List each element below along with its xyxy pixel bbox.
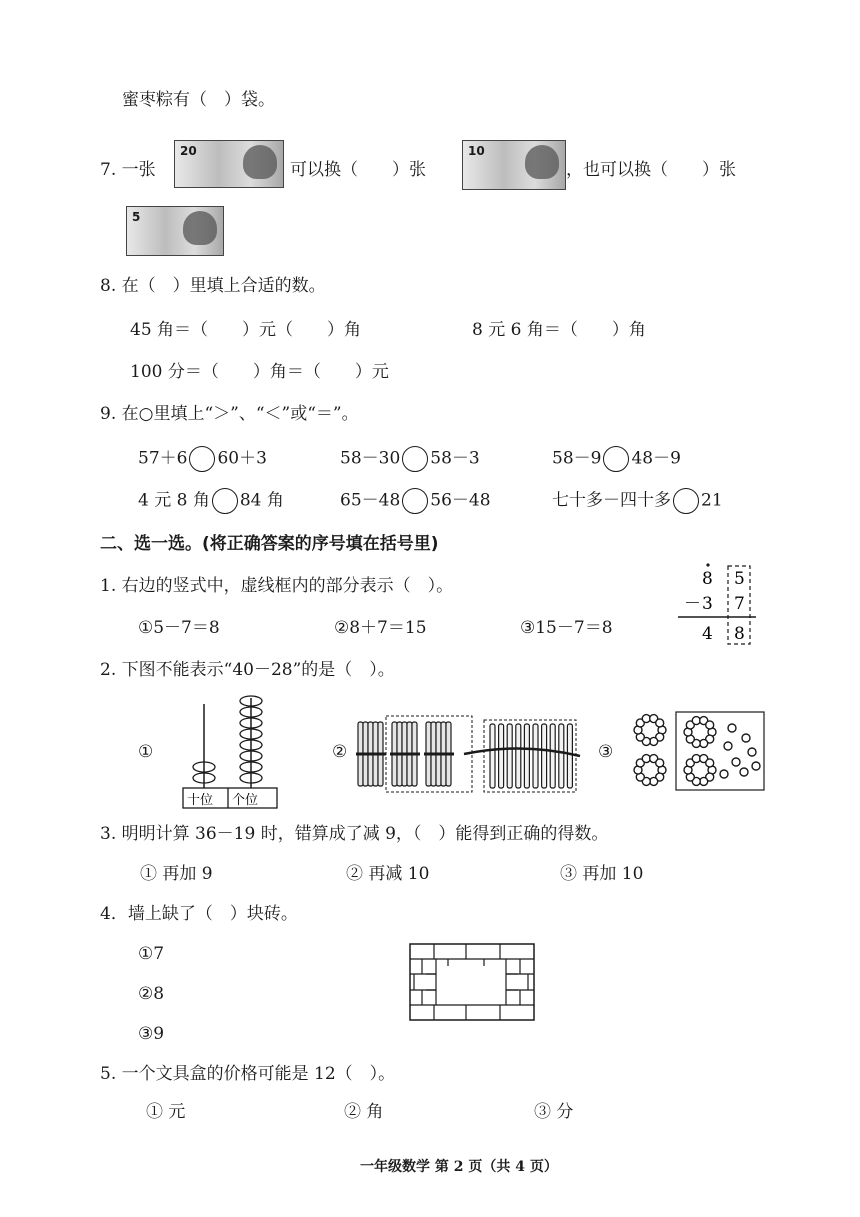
vertical-mid-ones: 7 bbox=[734, 594, 745, 614]
compare-circle[interactable] bbox=[673, 488, 699, 514]
s2q5-option-1[interactable]: ① 元 bbox=[146, 1102, 186, 1122]
rmb-5-yuan-bill-icon bbox=[126, 206, 224, 256]
stick bbox=[567, 724, 572, 788]
bead bbox=[752, 762, 760, 770]
vertical-operator: － bbox=[684, 594, 701, 614]
q8-item-1: 45 角＝（ ）元（ ）角 bbox=[130, 320, 362, 340]
stick bbox=[542, 724, 547, 788]
s2q3-option-1[interactable]: ① 再加 9 bbox=[140, 864, 213, 884]
rmb-10-yuan-bill-icon bbox=[462, 140, 566, 190]
compare-circle[interactable] bbox=[189, 446, 215, 472]
abacus-figure bbox=[180, 694, 280, 812]
bead bbox=[742, 734, 750, 742]
beads-figure bbox=[628, 708, 768, 792]
sticks-figure bbox=[352, 712, 586, 796]
q9-compare-2: 58－30 58－3 bbox=[340, 446, 480, 472]
vertical-top-ones: 5 bbox=[734, 569, 745, 589]
vertical-mid-tens: 3 bbox=[702, 594, 713, 614]
s2q2-title: 2. 下图不能表示“40－28”的是（ ）。 bbox=[100, 660, 395, 680]
q9-compare-3: 58－9 48－9 bbox=[552, 446, 681, 472]
s2q1-option-3[interactable]: ③15－7＝8 bbox=[520, 618, 613, 638]
bill-10-value: 10 bbox=[468, 144, 485, 158]
s2q4-option-2[interactable]: ②8 bbox=[138, 984, 165, 1004]
vertical-subtraction-diagram bbox=[672, 562, 762, 646]
stick bbox=[559, 724, 564, 788]
stick bbox=[533, 724, 538, 788]
bead bbox=[656, 759, 664, 767]
s2q5-option-3[interactable]: ③ 分 bbox=[534, 1102, 574, 1122]
s2q1-option-1[interactable]: ①5－7＝8 bbox=[138, 618, 220, 638]
rmb-20-yuan-bill-icon bbox=[174, 140, 284, 188]
section-2-title: 二、选一选。(将正确答案的序号填在括号里) bbox=[100, 534, 439, 554]
stick bbox=[524, 724, 529, 788]
q8-item-3: 100 分＝（ ）角＝（ ）元 bbox=[130, 362, 389, 382]
s2q1-option-2[interactable]: ②8＋7＝15 bbox=[334, 618, 427, 638]
q9-compare-1: 57＋6 60＋3 bbox=[138, 446, 267, 472]
q9-compare-5: 65－48 56－48 bbox=[340, 488, 491, 514]
stick bbox=[507, 724, 512, 788]
q6-tail-text: 蜜枣粽有（ ）袋。 bbox=[122, 90, 275, 110]
compare-circle[interactable] bbox=[402, 446, 428, 472]
vertical-bottom-tens: 4 bbox=[702, 624, 713, 644]
bead bbox=[732, 758, 740, 766]
stick bbox=[490, 724, 495, 788]
abacus-ones-label: 个位 bbox=[232, 793, 259, 808]
abacus-tens-label: 十位 bbox=[187, 793, 214, 808]
bead bbox=[724, 742, 732, 750]
bill-5-value: 5 bbox=[132, 210, 141, 224]
q7-prefix: 7. 一张 bbox=[100, 160, 156, 180]
bead bbox=[706, 721, 714, 729]
bead bbox=[706, 759, 714, 767]
bead bbox=[656, 719, 664, 727]
bead bbox=[748, 748, 756, 756]
s2q3-option-3[interactable]: ③ 再加 10 bbox=[560, 864, 644, 884]
s2q4-option-1[interactable]: ①7 bbox=[138, 944, 165, 964]
q7-mid2: ，也可以换（ ）张 bbox=[566, 160, 736, 180]
s2q4-option-3[interactable]: ③9 bbox=[138, 1024, 165, 1044]
q9-title: 9. 在○里填上“＞”、“＜”或“＝”。 bbox=[100, 404, 359, 424]
s2q5-title: 5. 一个文具盒的价格可能是 12（ ）。 bbox=[100, 1064, 396, 1084]
bill-20-value: 20 bbox=[180, 144, 197, 158]
stick bbox=[516, 724, 521, 788]
bead bbox=[720, 770, 728, 778]
stick bbox=[499, 724, 504, 788]
s2q2-option-2-label[interactable]: ② bbox=[332, 742, 348, 762]
q8-item-2: 8 元 6 角＝（ ）角 bbox=[472, 320, 646, 340]
s2q2-option-1-label[interactable]: ① bbox=[138, 742, 154, 762]
s2q3-title: 3. 明明计算 36－19 时，错算成了减 9，（ ）能得到正确的得数。 bbox=[100, 824, 609, 844]
s2q2-option-3-label[interactable]: ③ bbox=[598, 742, 614, 762]
brick-wall-figure bbox=[408, 942, 538, 1024]
page-footer: 一年级数学 第 2 页（共 4 页） bbox=[360, 1159, 558, 1175]
compare-circle[interactable] bbox=[603, 446, 629, 472]
s2q5-option-2[interactable]: ② 角 bbox=[344, 1102, 384, 1122]
compare-circle[interactable] bbox=[212, 488, 238, 514]
vertical-bottom-ones: 8 bbox=[734, 624, 745, 644]
bead bbox=[740, 768, 748, 776]
q7-mid1: 可以换（ ）张 bbox=[290, 160, 426, 180]
q9-compare-4: 4 元 8 角 84 角 bbox=[138, 488, 284, 514]
stick bbox=[550, 724, 555, 788]
compare-circle[interactable] bbox=[402, 488, 428, 514]
q9-compare-6: 七十多－四十多 21 bbox=[552, 488, 723, 514]
s2q3-option-2[interactable]: ② 再减 10 bbox=[346, 864, 430, 884]
s2q4-title: 4．墙上缺了（ ）块砖。 bbox=[100, 904, 298, 924]
bead bbox=[728, 724, 736, 732]
q8-title: 8. 在（ ）里填上合适的数。 bbox=[100, 276, 326, 296]
s2q1-title: 1. 右边的竖式中，虚线框内的部分表示（ ）。 bbox=[100, 576, 454, 596]
vertical-top-tens: 8 bbox=[702, 569, 713, 589]
